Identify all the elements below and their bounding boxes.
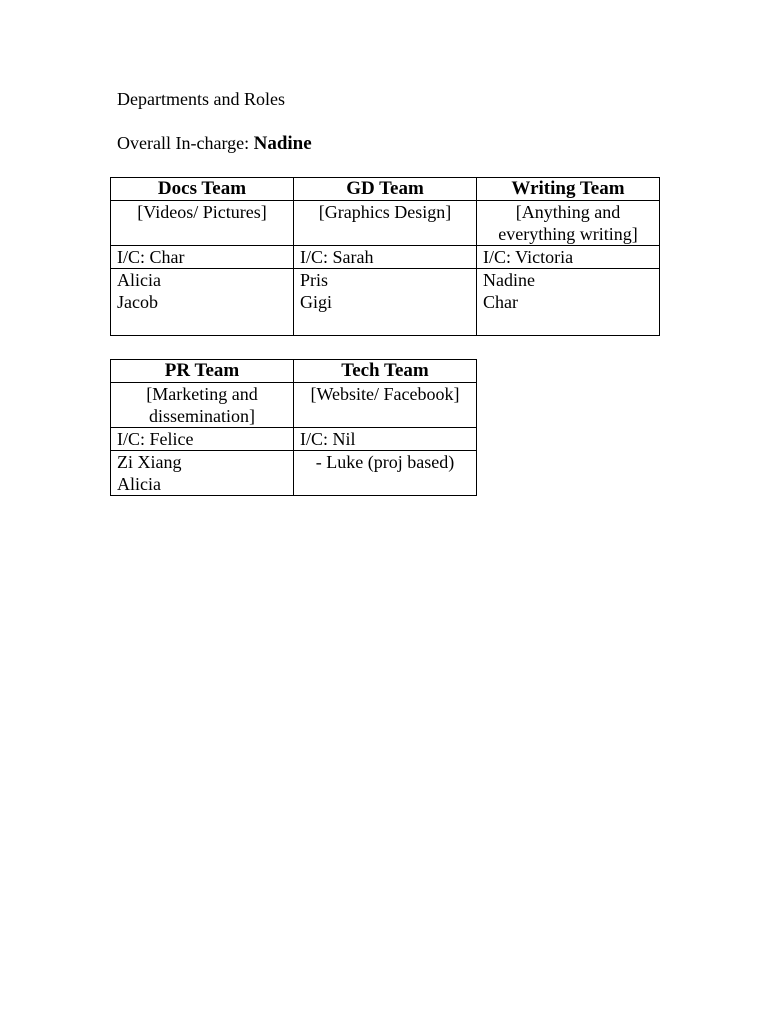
team-members-tech xyxy=(294,451,477,496)
team-ic-writing: I/C: Victoria xyxy=(477,246,660,269)
teams-table-2 xyxy=(110,359,477,496)
team-description-gd: [Graphics Design] xyxy=(294,201,477,246)
team-description-writing: [Anything and everything writing] xyxy=(477,201,660,246)
team-members-docs xyxy=(111,269,294,336)
team-members-row xyxy=(111,451,477,496)
team-description-row xyxy=(111,383,477,428)
team-description-tech: [Website/ Facebook] xyxy=(294,383,477,428)
team-member: Gigi xyxy=(300,292,333,312)
overall-in-charge-label: Overall In-charge: xyxy=(117,133,250,153)
page-title: Departments and Roles xyxy=(117,89,285,109)
team-name-writing: Writing Team xyxy=(477,178,660,201)
team-ic-gd: I/C: Sarah xyxy=(294,246,477,269)
team-ic-row xyxy=(111,428,477,451)
team-description-docs: [Videos/ Pictures] xyxy=(111,201,294,246)
team-ic-docs: I/C: Char xyxy=(111,246,294,269)
team-name-row xyxy=(111,360,477,383)
team-member: Char xyxy=(483,292,518,312)
team-description-pr: [Marketing and dissemination] xyxy=(111,383,294,428)
team-members-gd xyxy=(294,269,477,336)
team-member: Zi Xiang xyxy=(117,452,182,472)
team-member: Nadine xyxy=(483,270,535,290)
team-ic-row xyxy=(111,246,660,269)
team-members-pr xyxy=(111,451,294,496)
team-name-tech: Tech Team xyxy=(294,360,477,383)
team-description-row xyxy=(111,201,660,246)
team-member: Jacob xyxy=(117,292,158,312)
team-member: Alicia xyxy=(117,474,161,494)
team-name-gd: GD Team xyxy=(294,178,477,201)
overall-in-charge-name: Nadine xyxy=(253,133,312,154)
team-ic-pr: I/C: Felice xyxy=(111,428,294,451)
team-member: Alicia xyxy=(117,270,161,290)
team-member: Pris xyxy=(300,270,329,290)
team-ic-tech: I/C: Nil xyxy=(294,428,477,451)
teams-table-1 xyxy=(110,177,660,336)
team-members-writing xyxy=(477,269,660,336)
overall-in-charge xyxy=(117,132,312,155)
team-name-docs: Docs Team xyxy=(111,178,294,201)
team-member: - Luke (proj based) xyxy=(315,452,455,472)
team-name-row xyxy=(111,178,660,201)
team-members-row xyxy=(111,269,660,336)
team-name-pr: PR Team xyxy=(111,360,294,383)
